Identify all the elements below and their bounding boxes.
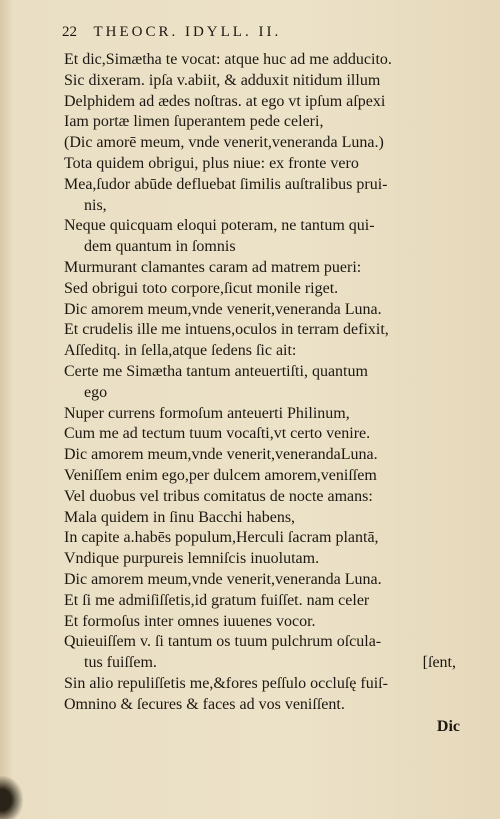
text-line: Et crudelis ille me intuens,oculos in terram defixit, (64, 321, 389, 339)
text-line: Iam portæ limen ſuperantem pede celeri, (64, 113, 324, 131)
poem-text (64, 50, 460, 716)
text-line: Neque quicquam eloqui poteram, ne tantum qui- (64, 217, 375, 235)
text-line: Vndique purpureis lemniſcis inuolutam. (64, 550, 320, 568)
text-line-turnover: [ſent, (422, 654, 456, 672)
text-line-part: tus fuiſſem. (84, 654, 157, 672)
text-line: Cum me ad tectum tuum vocaſti,vt certo venire. (64, 425, 371, 443)
catchword: Dic (436, 718, 460, 735)
text-line: Certe me Simætha tantum anteuertiſti, quantum (64, 362, 368, 380)
text-line: Dic amorem meum,vnde venerit,veneranda Luna. (64, 570, 382, 588)
text-line: Dic amorem meum,vnde venerit,venerandaLuna. (64, 446, 378, 464)
text-line: Nuper currens formoſum anteuerti Philinum, (64, 404, 350, 422)
text-line: Sic dixeram. ipſa v.abiit, & adduxit nitidum illum (64, 71, 381, 89)
text-line: Omnino & ſecures & faces ad vos veniſſent. (64, 695, 345, 713)
text-line: Et ſi me admiſiſſetis,id gratum fuiſſet. nam celer (64, 591, 370, 609)
text-line: nis, (84, 196, 107, 214)
text-line: (Dic amorē meum, vnde venerit,veneranda Luna.) (64, 134, 384, 152)
page-number: 22 (62, 24, 77, 40)
text-line: Delphidem ad ædes noſtras. at ego vt ipſum aſpexi (64, 92, 386, 110)
text-line: Mea,ſudor abūde defluebat ſimilis auſtralibus prui- (64, 175, 388, 193)
text-line: Aſſeditq. in ſella,atque ſedens ſic ait: (64, 342, 297, 360)
text-line: Quieuiſſem v. ſi tantum os tuum pulchrum oſcula- (64, 633, 382, 651)
text-line: Tota quidem obrigui, plus niue: ex fronte vero (64, 154, 359, 172)
text-line: In capite a.habēs populum,Herculi ſacram plantā, (64, 529, 379, 547)
text-line: Dic amorem meum,vnde venerit,veneranda Luna. (64, 300, 382, 318)
text-line: Sin alio repuliſſetis me,&fores peſſulo occluſę fuiſ- (64, 674, 388, 692)
text-line: Vel duobus vel tribus comitatus de nocte amans: (64, 487, 373, 505)
running-title: THEOCR. IDYLL. II. (93, 24, 282, 40)
text-line: Sed obrigui toto corpore,ſicut monile riget. (64, 279, 339, 297)
text-line: Murmurant clamantes caram ad matrem pueri: (64, 258, 362, 276)
text-line: dem quantum in ſomnis (84, 238, 236, 256)
running-header (62, 24, 462, 41)
text-line: Veniſſem enim ego,per dulcem amorem,veniſſem (64, 466, 377, 484)
text-line (64, 653, 460, 674)
text-line: Et dic,Simætha te vocat: atque huc ad me adducito. (64, 51, 392, 68)
text-line: Mala quidem in ſinu Bacchi habens, (64, 508, 296, 526)
text-line: Et formoſus inter omnes iuuenes vocor. (64, 612, 316, 630)
ink-stain (0, 775, 24, 819)
text-line: ego (84, 383, 108, 401)
